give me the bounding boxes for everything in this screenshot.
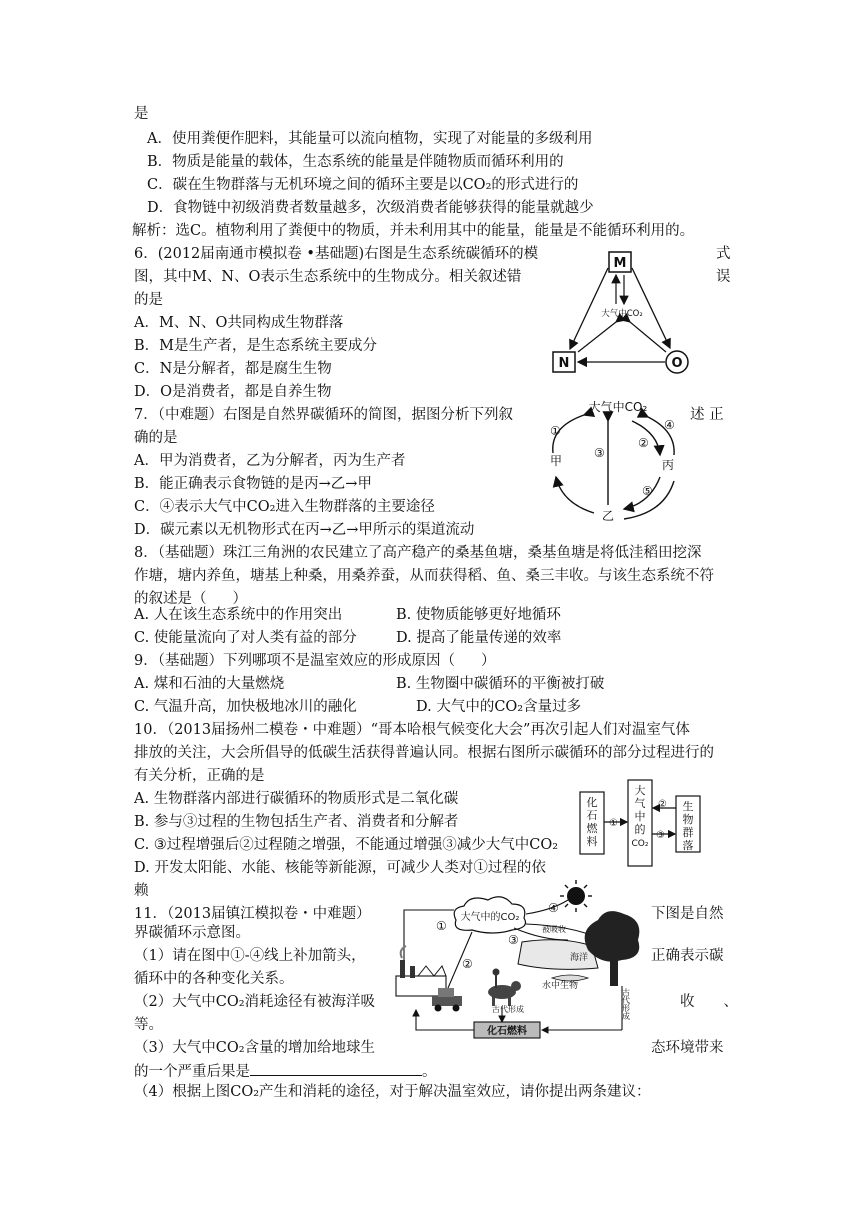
q11-part-3a: （3）大气中CO₂含量的增加给地球生 [134, 1040, 376, 1056]
q10-option-c: C. ③过程增强后②过程随之增强，不能通过增强③减少大气中CO₂ [134, 837, 559, 853]
q7-num-1: ① [550, 424, 561, 438]
q11-label-aquatic: 水中生物 [542, 981, 579, 991]
q11-part-2a-right: 收 、 [680, 994, 738, 1010]
q10-stem-1: 10．（2013届扬州二模卷・中难题）“哥本哈根气候变化大会”再次引起人们对温室气体 [134, 722, 690, 738]
q7-option-b: B．能正确表示食物链的是丙→乙→甲 [134, 476, 372, 492]
q8-option-b: B. 使物质能够更好地循环 [396, 607, 561, 623]
q5-analysis: 解析：选C。植物利用了粪便中的物质，并未利用其中的能量，能量是不能循环利用的。 [132, 223, 695, 239]
q11-stem-2: 界碳循环示意图。 [134, 925, 250, 941]
q8-option-a: A. 人在该生态系统中的作用突出 [134, 607, 343, 623]
q9-option-a: A. 煤和石油的大量燃烧 [134, 676, 285, 692]
q11-part-4: （4）根据上图CO₂产生和消耗的途径，对于解决温室效应，请你提出两条建议： [134, 1084, 651, 1100]
q11-part-1a-right: 正确表示碳 [651, 948, 724, 964]
q6-option-a: A．M、N、O共同构成生物群落 [134, 315, 344, 331]
q7-option-d: D．碳元素以无机物形式在丙→乙→甲所示的渠道流动 [134, 522, 475, 538]
q6-stem-3: 的是 [134, 292, 163, 308]
q11-label-ancient-2: 古代形成 [621, 988, 631, 1020]
q7-option-a: A．甲为消费者，乙为分解者，丙为生产者 [134, 453, 406, 469]
q9-option-c: C. 气温升高，加快极地冰川的融化 [134, 699, 357, 715]
q11-part-1a: （1）请在图中①-④线上补加箭头， [134, 948, 366, 964]
person-icon [493, 969, 500, 989]
q9-option-d: D. 大气中的CO₂含量过多 [416, 699, 582, 715]
q10-box-fossil: 化石燃料 [586, 796, 598, 848]
q11-label-ancient-1: 古代形成 [492, 1005, 524, 1014]
q11-part-2b: 等。 [134, 1017, 163, 1033]
q11-stem-1: 11．（2013届镇江模拟卷・中难题） [134, 906, 371, 922]
q6-label-co2: 大气中CO₂ [601, 309, 643, 319]
q11-carbon-cycle-scene [392, 880, 648, 1050]
q7-stem-1: 7．（中难题）右图是自然界碳循环的简图，据图分析下列叙 [134, 407, 513, 423]
q6-stem-2: 图，其中M、N、O表示生态系统中的生物成分。相关叙述错 [134, 269, 522, 285]
q11-label-fossil: 化石燃料 [487, 1026, 527, 1037]
q11-part-3a-right: 态环境带来 [651, 1040, 724, 1056]
q5-option-a: A．使用粪便作肥料，其能量可以流向植物，实现了对能量的多级利用 [147, 131, 593, 147]
q7-num-2: ② [638, 436, 649, 450]
q8-option-d: D. 提高了能量传递的效率 [396, 630, 562, 646]
q7-stem-2: 确的是 [134, 430, 178, 446]
q6-option-c: C．N是分解者，都是腐生生物 [134, 361, 332, 377]
q10-box-atmosphere: 大气中的 CO₂ [631, 784, 649, 849]
q6-stem-1-right: 式 [716, 246, 731, 262]
q6-option-d: D．O是消费者，都是自养生物 [134, 384, 332, 400]
q11-num-2: ② [462, 957, 473, 971]
q7-label-jia: 甲 [549, 454, 563, 468]
q10-option-d-cont: 赖 [134, 883, 149, 899]
q7-stem-1-right: 述 正 [690, 407, 724, 423]
q7-label-bing: 丙 [661, 458, 675, 472]
tree-icon [585, 911, 640, 986]
q5-cont: 是 [134, 106, 149, 122]
q11-part-2a: （2）大气中CO₂消耗途径有被海洋吸 [134, 994, 376, 1010]
q6-label-o: O [671, 356, 683, 371]
q10-option-a: A. 生物群落内部进行碳循环的物质形式是二氧化碳 [134, 791, 459, 807]
q11-num-1: ① [436, 919, 447, 933]
q6-stem-1: 6．(2012届南通市模拟卷 •基础题)右图是生态系统碳循环的模 [134, 246, 539, 262]
q11-label-cloud: 大气中的CO₂ [460, 912, 520, 923]
q10-stem-3: 有关分析，正确的是 [134, 768, 265, 784]
q7-option-c: C．④表示大气中CO₂进入生物群落的主要途径 [134, 499, 435, 515]
q11-label-sea: 海洋 [570, 953, 589, 963]
q8-stem-2: 作塘，塘内养鱼，塘基上种桑，用桑养蚕，从而获得稻、鱼、桑三丰收。与该生态系统不符 [134, 568, 714, 584]
q6-carbon-cycle-diagram [550, 246, 700, 378]
q8-stem-1: 8．（基础题）珠江三角洲的农民建立了高产稳产的桑基鱼塘，桑基鱼塘是将低洼稻田挖深 [134, 545, 702, 561]
q7-carbon-cycle-diagram [540, 395, 690, 527]
q11-label-absorb: 被吸收 [542, 925, 566, 934]
q8-option-c: C. 使能量流向了对人类有益的部分 [134, 630, 357, 646]
q11-stem-1-right: 下图是自然 [651, 906, 724, 922]
cow-icon [488, 981, 521, 1006]
q11-part-1b: 循环中的各种变化关系。 [134, 971, 294, 987]
q10-box-community: 生物群落 [682, 800, 694, 852]
q10-stem-2: 排放的关注，大会所倡导的低碳生活获得普遍认同。根据右图所示碳循环的部分过程进行的 [134, 745, 714, 761]
q11-num-4: ④ [548, 901, 559, 915]
q8-stem-3: 的叙述是（ ） [134, 591, 247, 607]
q7-num-5: ⑤ [642, 484, 653, 498]
q11-num-3: ③ [508, 933, 519, 947]
q10-num-3: ③ [656, 830, 665, 841]
q11-part-3b: 的一个严重后果是 。 [134, 1061, 437, 1082]
q11-answer-blank[interactable] [250, 1061, 422, 1076]
q10-num-1: ① [609, 818, 618, 829]
q10-num-2: ② [658, 799, 667, 810]
q7-label-co2: 大气中CO₂ [588, 400, 648, 414]
q9-stem: 9．（基础题）下列哪项不是温室效应的形成原因（ ） [134, 653, 496, 669]
q10-carbon-cycle-diagram [576, 778, 706, 870]
q7-label-yi: 乙 [601, 509, 615, 523]
q5-option-c: C．碳在生物群落与无机环境之间的循环主要是以CO₂的形式进行的 [147, 177, 579, 193]
q10-option-b: B. 参与③过程的生物包括生产者、消费者和分解者 [134, 814, 459, 830]
q7-num-4: ④ [664, 418, 675, 432]
sun-icon [560, 880, 592, 912]
q6-stem-2-right: 误 [716, 269, 731, 285]
q9-option-b: B. 生物圈中碳循环的平衡被打破 [396, 676, 605, 692]
q6-label-n: N [558, 356, 570, 371]
q6-option-b: B．M是生产者，是生态系统主要成分 [134, 338, 378, 354]
q7-num-3: ③ [594, 446, 605, 460]
q5-option-b: B．物质是能量的载体，生态系统的能量是伴随物质而循环利用的 [147, 154, 564, 170]
q10-option-d: D. 开发太阳能、水能、核能等新能源，可减少人类对①过程的依 [134, 860, 546, 876]
q6-label-m: M [613, 256, 627, 271]
q5-option-d: D．食物链中初级消费者数量越多，次级消费者能够获得的能量就越少 [147, 200, 594, 216]
